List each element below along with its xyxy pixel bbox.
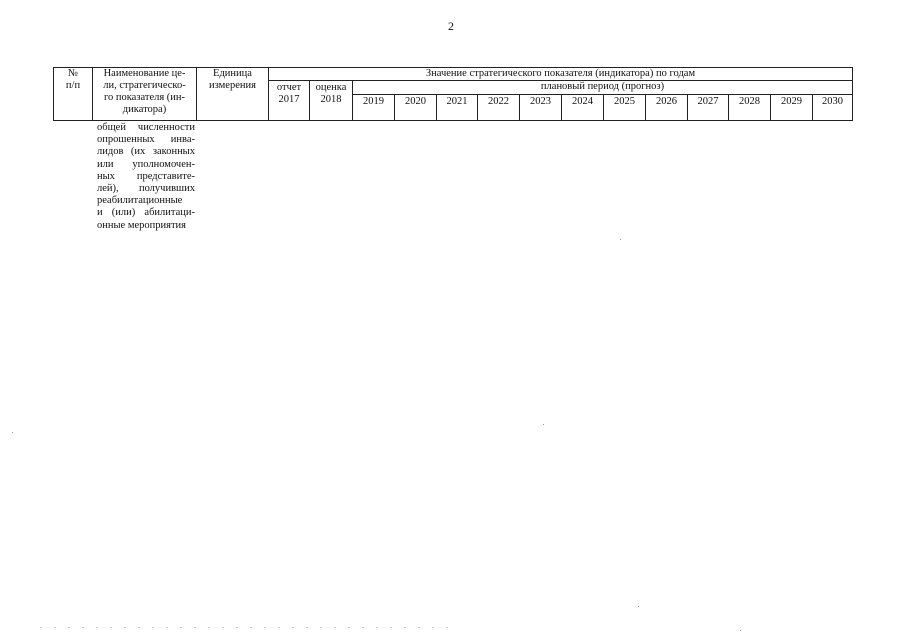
continuation-line-6: лей), получивших (97, 183, 195, 195)
header-estimate-label: оценка (315, 82, 347, 93)
continuation-line-2: опрошенных инва- (97, 134, 195, 146)
scan-speck (12, 432, 13, 433)
header-year-2027: 2027 (697, 96, 719, 107)
scan-noise-line (40, 627, 460, 628)
continuation-line-7: реабилитационные (97, 195, 183, 207)
header-year-2026: 2026 (656, 96, 677, 107)
header-year-2029: 2029 (781, 96, 802, 107)
header-goal-name-line-3: го показателя (ин- (103, 92, 186, 103)
table-bottom-border-left (53, 120, 268, 121)
header-goal-name-line-2: ли, стратегическо- (103, 80, 186, 91)
header-number-line-1: № (67, 68, 79, 79)
header-year-2028: 2028 (739, 96, 760, 107)
header-year-2023: 2023 (530, 96, 551, 107)
scan-speck (620, 239, 621, 240)
indicator-table (53, 67, 853, 121)
header-estimate-year: 2018 (320, 94, 342, 105)
scan-speck (543, 424, 544, 425)
header-year-2030: 2030 (822, 96, 843, 107)
header-year-2019: 2019 (363, 96, 384, 107)
table-right-border (852, 67, 853, 121)
header-report-year: 2017 (278, 94, 300, 105)
scan-speck (740, 630, 741, 631)
header-goal-name-line-4: дикатора) (122, 104, 167, 115)
header-goal-name-line-1: Наименование це- (103, 68, 186, 79)
header-number-line-2: п/п (65, 80, 81, 91)
header-report-label: отчет (276, 82, 302, 93)
header-year-2025: 2025 (614, 96, 635, 107)
continuation-line-3: лидов (их законных (97, 146, 195, 158)
header-unit-line-1: Единица (213, 68, 252, 79)
scan-speck (638, 606, 639, 607)
continuation-line-4: или уполномочен- (97, 158, 195, 170)
header-year-2021: 2021 (446, 96, 468, 107)
header-plan-period: плановый период (прогноз) (540, 81, 665, 92)
continuation-line-1: общей численности (97, 122, 195, 133)
continuation-line-5: ных представите- (97, 170, 195, 182)
header-unit-line-2: измерения (209, 80, 256, 91)
header-year-2022: 2022 (488, 96, 509, 107)
header-indicator-values: Значение стратегического показателя (индикатора) по годам (425, 68, 696, 79)
page-number: 2 (448, 19, 454, 33)
continuation-line-9: онные мероприятия (97, 219, 186, 231)
header-year-2020: 2020 (405, 96, 426, 107)
goal-name-continuation (97, 122, 195, 232)
header-year-2024: 2024 (572, 96, 593, 107)
continuation-line-8: и (или) абилитаци- (97, 207, 195, 219)
